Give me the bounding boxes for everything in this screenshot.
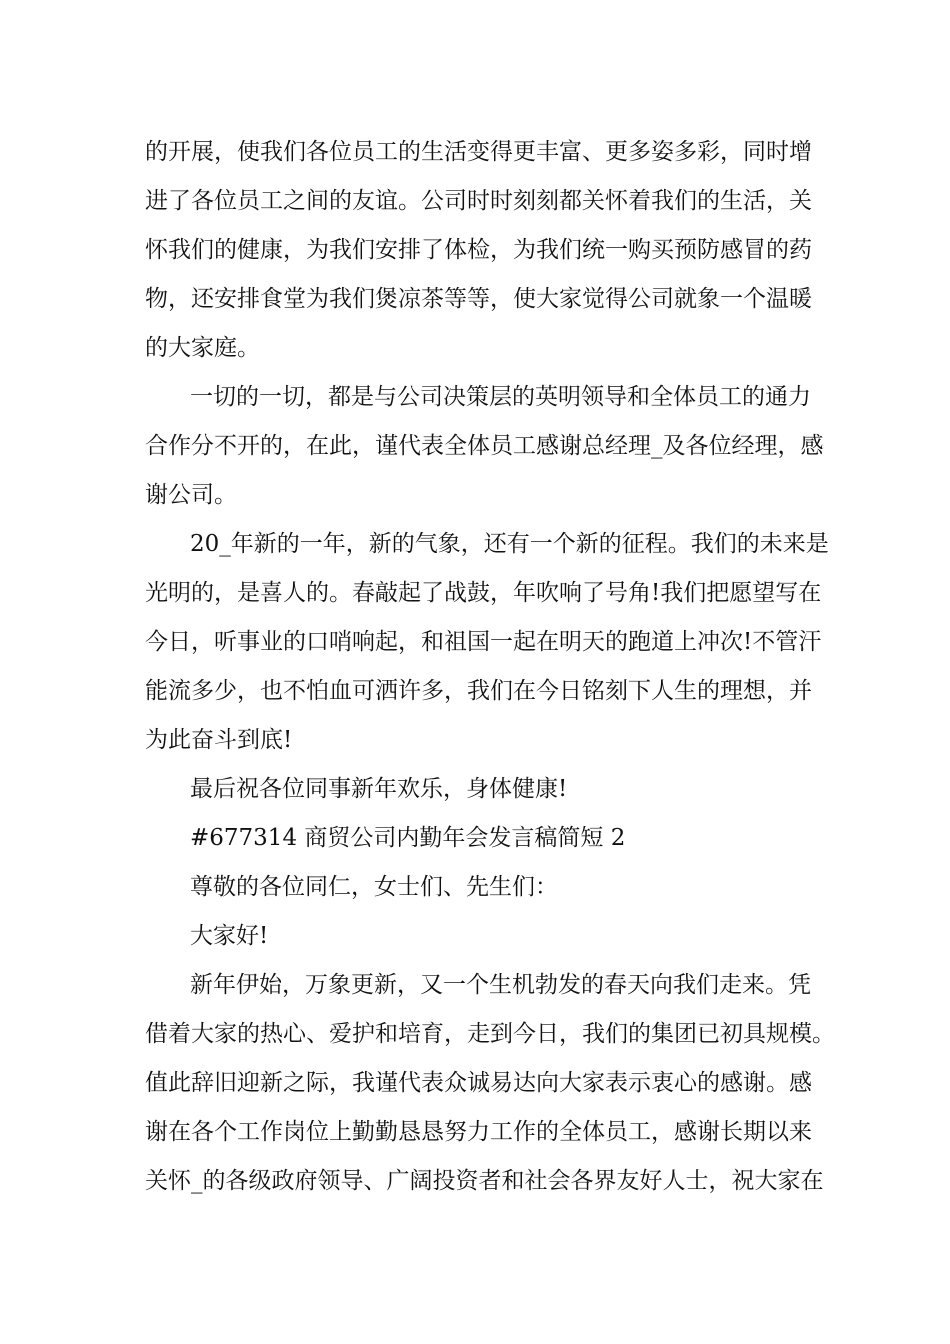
text-line: 20_年新的一年，新的气象，还有一个新的征程。我们的未来是 [190,531,829,557]
text-line: 物，还安排食堂为我们煲凉茶等等，使大家觉得公司就象一个温暖 [145,286,812,312]
text-line: 光明的，是喜人的。春敲起了战鼓，年吹响了号角!我们把愿望写在 [145,580,822,606]
text-line: 最后祝各位同事新年欢乐，身体健康! [190,776,568,802]
text-line: 谢在各个工作岗位上勤勤恳恳努力工作的全体员工，感谢长期以来 [145,1119,812,1145]
text-line: 新年伊始，万象更新，又一个生机勃发的春天向我们走来。凭 [190,972,811,998]
text-line: 关怀_的各级政府领导、广阔投资者和社会各界友好人士，祝大家在 [145,1168,824,1194]
text-line: 怀我们的健康，为我们安排了体检，为我们统一购买预防感冒的药 [145,237,812,263]
text-line: 进了各位员工之间的友谊。公司时时刻刻都关怀着我们的生活，关 [145,188,812,214]
text-line: 一切的一切，都是与公司决策层的英明领导和全体员工的通力 [190,384,811,410]
text-line: 借着大家的热心、爱护和培育，走到今日，我们的集团已初具规模。 [145,1021,835,1047]
text-line: #677314 商贸公司内勤年会发言稿简短 2 [190,825,626,851]
document-body [145,128,835,1206]
text-line: 今日，听事业的口哨响起，和祖国一起在明天的跑道上冲次!不管汗 [145,629,822,655]
text-line: 尊敬的各位同仁，女士们、先生们： [190,874,558,900]
text-line: 谢公司。 [145,482,237,508]
text-line: 能流多少，也不怕血可洒许多，我们在今日铭刻下人生的理想，并 [145,678,812,704]
text-line: 值此辞旧迎新之际，我谨代表众诚易达向大家表示衷心的感谢。感 [145,1070,812,1096]
text-line: 为此奋斗到底! [145,727,293,753]
text-line: 大家好! [190,923,269,949]
text-line: 的大家庭。 [145,335,260,361]
text-line: 的开展，使我们各位员工的生活变得更丰富、更多姿多彩，同时增 [145,139,812,165]
text-line: 合作分不开的，在此，谨代表全体员工感谢总经理_及各位经理，感 [145,433,824,459]
